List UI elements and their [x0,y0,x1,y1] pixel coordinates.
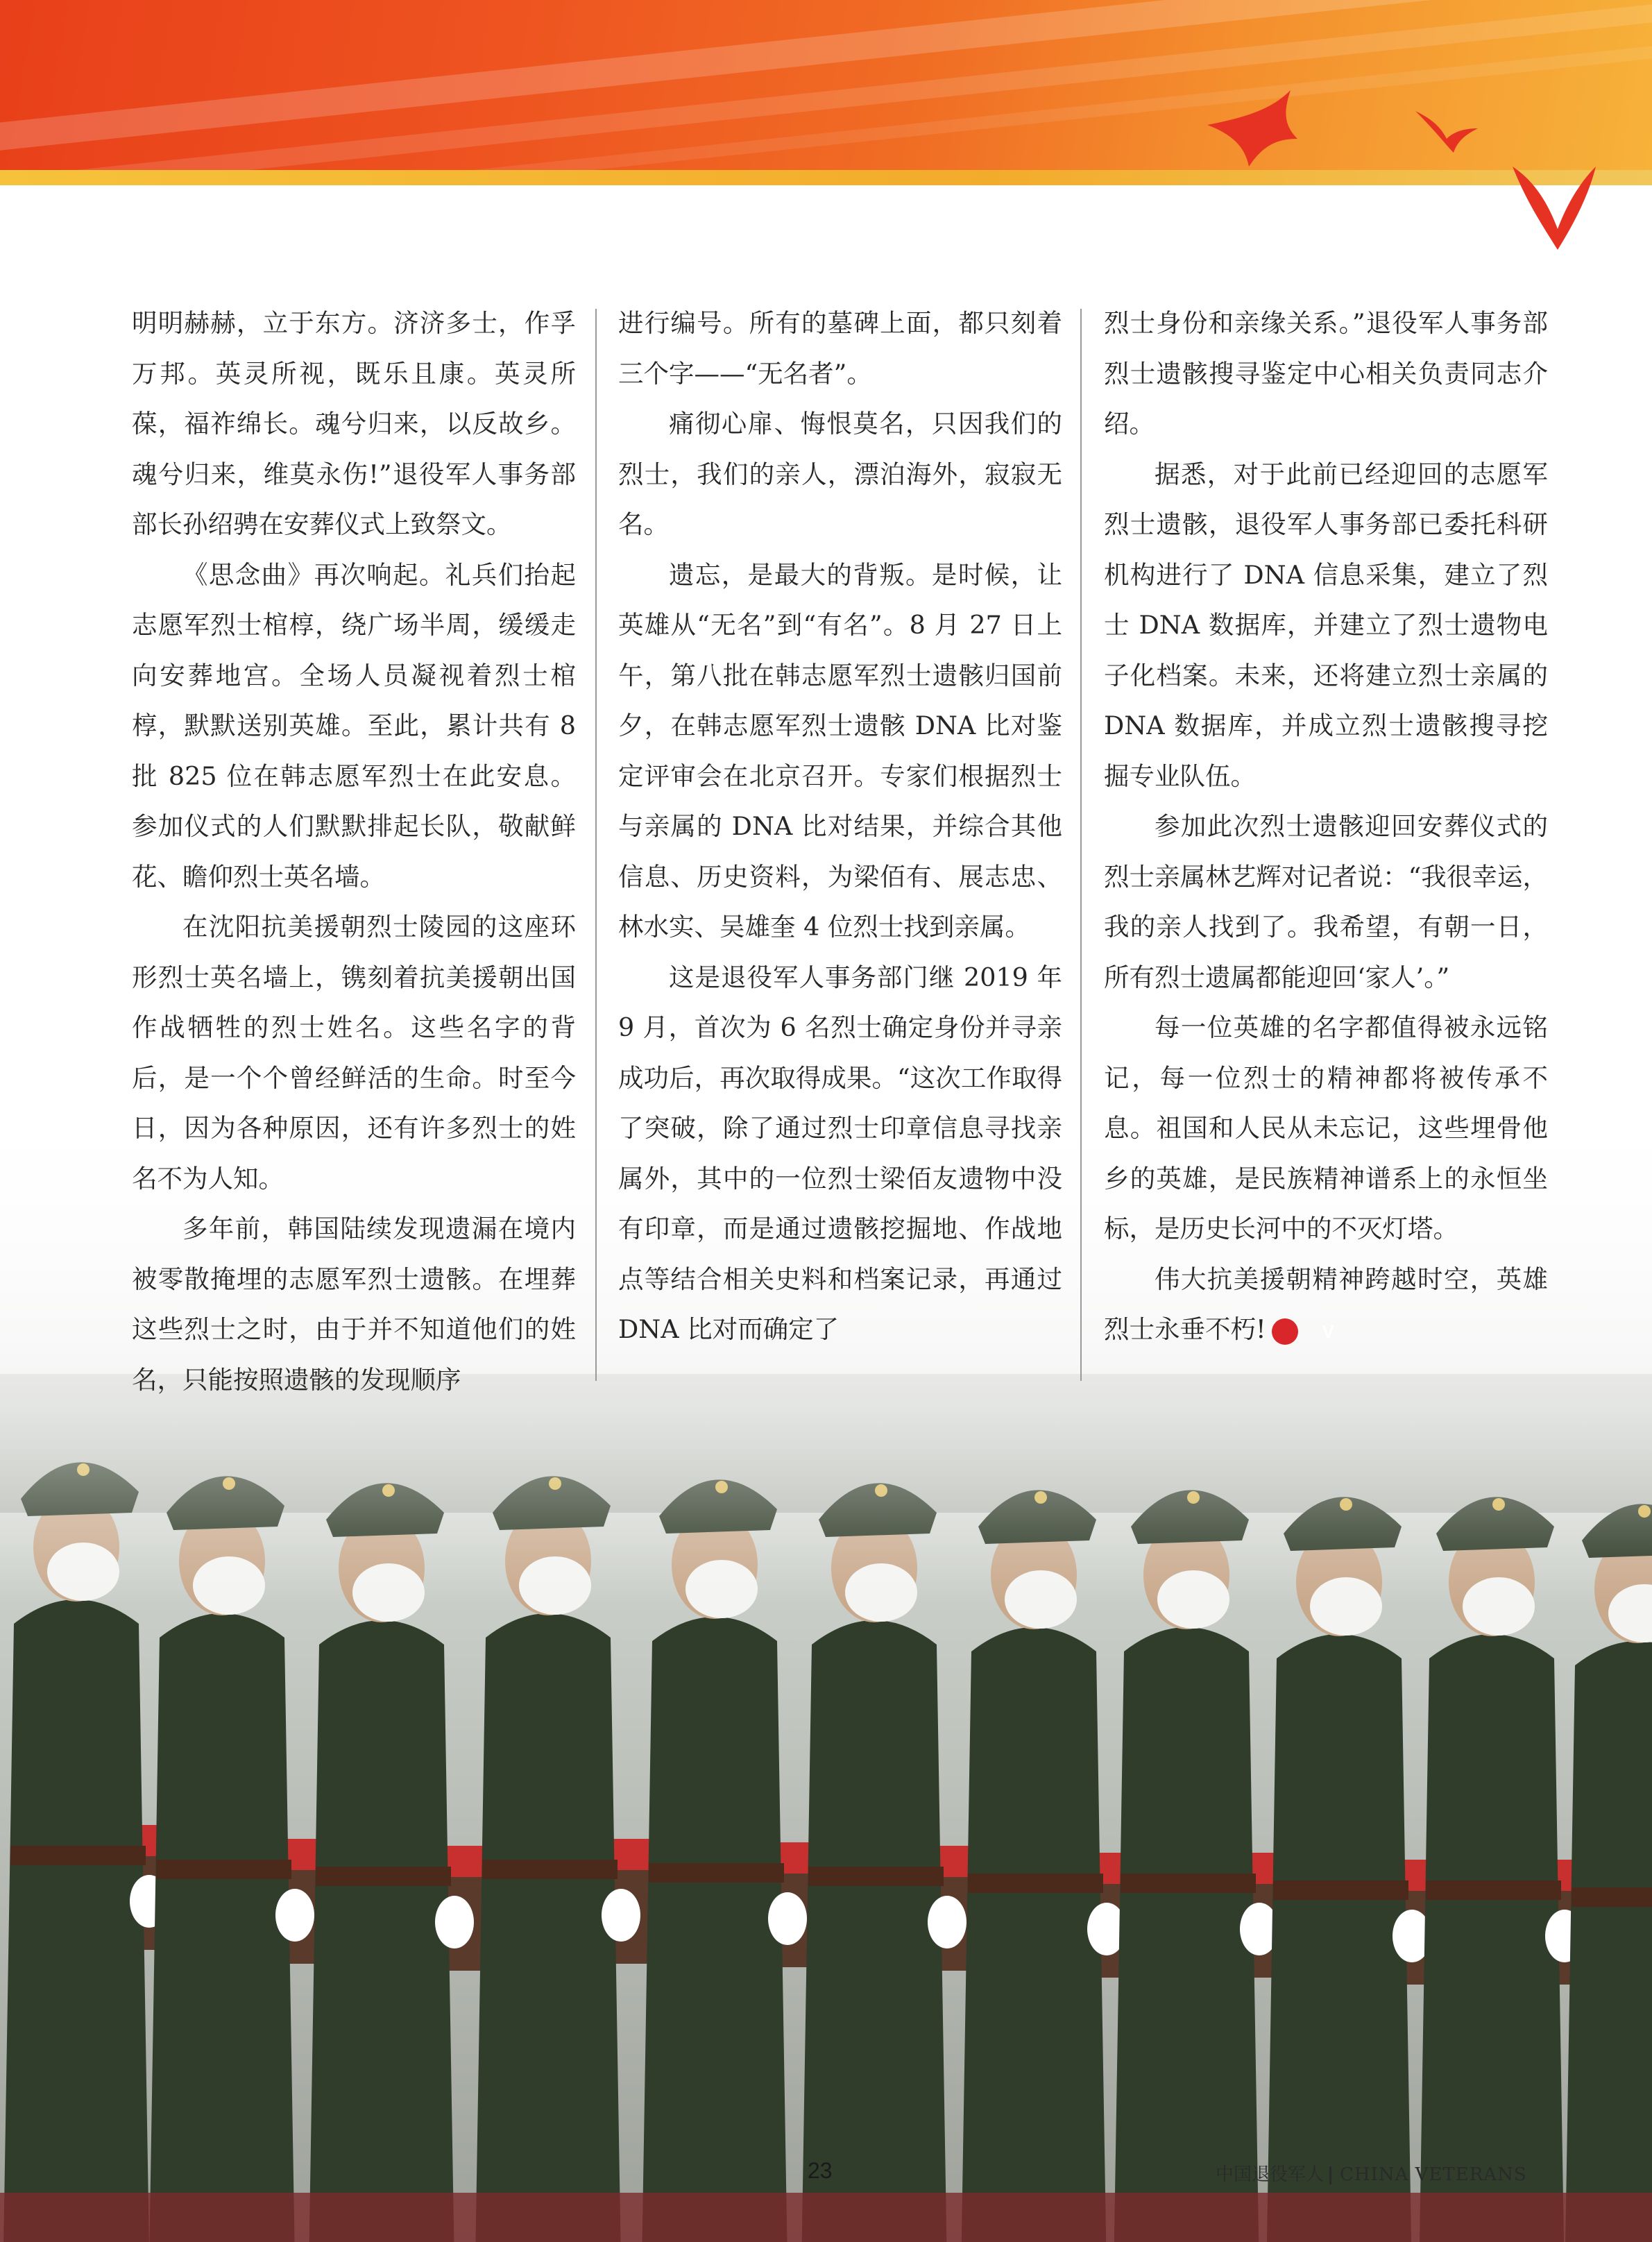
paragraph: 在沈阳抗美援朝烈士陵园的这座环形烈士英名墙上，镌刻着抗美援朝出国作战牺牲的烈士姓名。这些名字的背后，是一个个曾经鲜活的生命。时至今日，因为各种原因，还有许多烈士的姓名不为人知。 [132,912,576,1194]
magazine-name-cn: 中国退役军人 [1216,2164,1325,2185]
closing-sentence: 伟大抗美援朝精神跨越时空，英雄烈士永垂不朽! [1104,1264,1548,1344]
paragraph: 遗忘，是最大的背叛。是时候，让英雄从“无名”到“有名”。8 月 27 日上午，第八批在韩志愿军烈士遗骸归国前夕，在韩志愿军烈士遗骸 DNA 比对鉴定评审会在北京召开。专家们根据烈士与亲属的 DNA 比对结果，并综合其他信息、历史资料，为梁佰有、展志忠、林水实、吴雄奎 4 位烈士找到亲属。 [618,559,1062,942]
paragraph: 这是退役军人事务部门继 2019 年 9 月，首次为 6 名烈士确定身份并寻亲成功后，再次取得成果。“这次工作取得了突破，除了通过烈士印章信息寻找亲属外，其中的一位烈士梁佰友遗物中没有印章，而是通过遗骸挖掘地、作战地点等结合相关史料和档案记录，再通过 DNA 比对而确定了 [618,962,1062,1344]
bird-middle-icon [1415,111,1478,153]
footer-separator [1329,2166,1331,2184]
paragraph: 多年前，韩国陆续发现遗漏在境内被零散掩埋的志愿军烈士遗骸。在埋葬这些烈士之时，由于并不知道他们的姓名，只能按照遗骸的发现顺序 [132,1214,576,1395]
paragraph: 《思念曲》再次响起。礼兵们抬起志愿军烈士棺椁，绕广场半周，缓缓走向安葬地宫。全场人员凝视着烈士棺椁，默默送别英雄。至此，累计共有 8 批 825 位在韩志愿军烈士在此安息。参加仪式的人们默默排起长队，敬献鲜花、瞻仰烈士英名墙。 [132,559,576,892]
column-divider [1080,309,1082,1381]
paragraph: 明明赫赫，立于东方。济济多士，作孚万邦。英灵所视，既乐且康。英灵所葆，福祚绵长。魂兮归来，以反故乡。魂兮归来，维莫永伤!”退役军人事务部部长孙绍骋在安葬仪式上致祭文。 [132,308,576,539]
paragraph: 参加此次烈士遗骸迎回安葬仪式的烈士亲属林艺辉对记者说：“我很幸运，我的亲人找到了。我希望，有朝一日，所有烈士遗属都能迎回‘家人’。” [1104,811,1548,992]
magazine-name [1216,2160,1527,2186]
bird-left-icon [1207,90,1297,167]
text-column-3 [1104,298,1548,1355]
paragraph: 进行编号。所有的墓碑上面，都只刻着三个字——“无名者”。 [618,308,1062,389]
flying-birds-graphic [1180,62,1596,257]
paragraph: 据悉，对于此前已经迎回的志愿军烈士遗骸，退役军人事务部已委托科研机构进行了 DNA 信息采集，建立了烈士 DNA 数据库，并建立了烈士遗物电子化档案。未来，还将建立烈士亲属的 DNA 数据库，并成立烈士遗骸搜寻挖掘专业队伍。 [1104,459,1548,791]
paragraph: 痛彻心扉、悔恨莫名，只因我们的烈士，我们的亲人，漂泊海外，寂寂无名。 [618,409,1062,539]
text-column-2 [618,298,1062,1355]
magazine-name-en: CHINA VETERANS [1340,2164,1527,2185]
column-divider [595,309,597,1381]
paragraph: 每一位英雄的名字都值得被永远铭记，每一位烈士的精神都将被传承不息。祖国和人民从未忘记，这些埋骨他乡的英雄，是民族精神谱系上的永恒坐标，是历史长河中的不灭灯塔。 [1104,1012,1548,1243]
paragraph: 烈士身份和亲缘关系。”退役军人事务部烈士遗骸搜寻鉴定中心相关负责同志介绍。 [1104,308,1548,439]
text-column-1 [132,298,576,1405]
paragraph [1104,1255,1548,1355]
page-number: 23 [808,2158,833,2183]
bird-right-icon [1513,167,1596,250]
article-end-mark-icon: V [1272,1318,1298,1345]
